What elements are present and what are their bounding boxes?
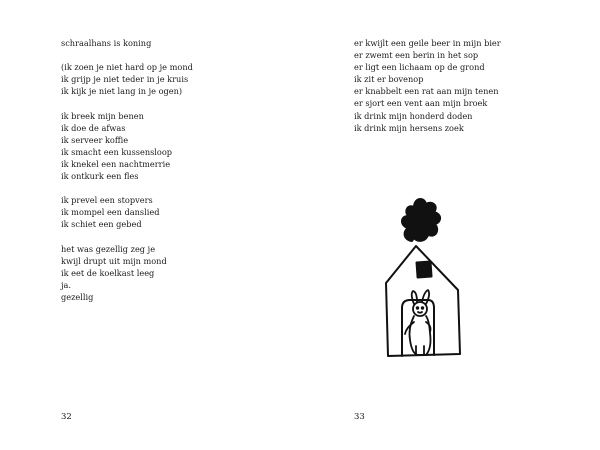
poem-line: (ik zoen je niet hard op je mond [61,62,193,73]
stanza [354,37,501,134]
poem-line: er sjort een vent aan mijn broek [354,98,488,109]
poem-line: ik grijp je niet teder in je kruis [61,74,189,85]
poem-line: het was gezellig zeg je [61,243,156,254]
poem-line: schraalhans is koning [61,38,152,48]
stanza [61,194,193,230]
poem-line: ik knekel een nachtmerrie [61,158,171,169]
poem-line: gezellig [61,291,94,302]
poem-line: ik drink mijn honderd doden [354,110,473,121]
poem-line: ik zit er bovenop [354,74,424,85]
page-number: 32 [61,412,72,422]
stanza [61,61,193,97]
poem-line: er kwijlt een geile beer in mijn bier [354,38,501,48]
poem-line: er zwemt een berin in het sop [354,50,479,61]
poem-line: ik eet de koelkast leeg [61,267,155,278]
poem-line: ik prevel een stopvers [61,195,153,206]
poem-line: ja. [61,279,72,290]
poem-line: ik schiet een gebed [61,219,142,230]
poem-line: ik ontkurk een fles [61,171,139,182]
poem-text [61,37,193,315]
stanza [61,110,193,183]
poem-line: kwijl drupt uit mijn mond [61,255,167,266]
house-tree-rabbit-drawing [372,188,472,363]
poem-line: ik smacht een kussensloop [61,146,173,157]
poem-line: er knabbelt een rat aan mijn tenen [354,86,499,97]
poem-line: er ligt een lichaam op de grond [354,62,485,73]
tree-icon [402,199,440,241]
poem-line: ik serveer koffie [61,134,129,145]
poem-line: ik drink mijn hersens zoek [354,122,464,133]
poem-line: ik kijk je niet lang in je ogen) [61,86,183,97]
window-icon [417,262,432,278]
poem-line: ik mompel een danslied [61,207,160,218]
poem-line: ik doe de afwas [61,122,126,133]
poem-line: ik breek mijn benen [61,110,144,121]
right-page [300,0,600,450]
stanza [61,37,193,49]
page-number: 33 [354,412,365,422]
stanza [61,243,193,303]
poem-text [354,37,501,146]
